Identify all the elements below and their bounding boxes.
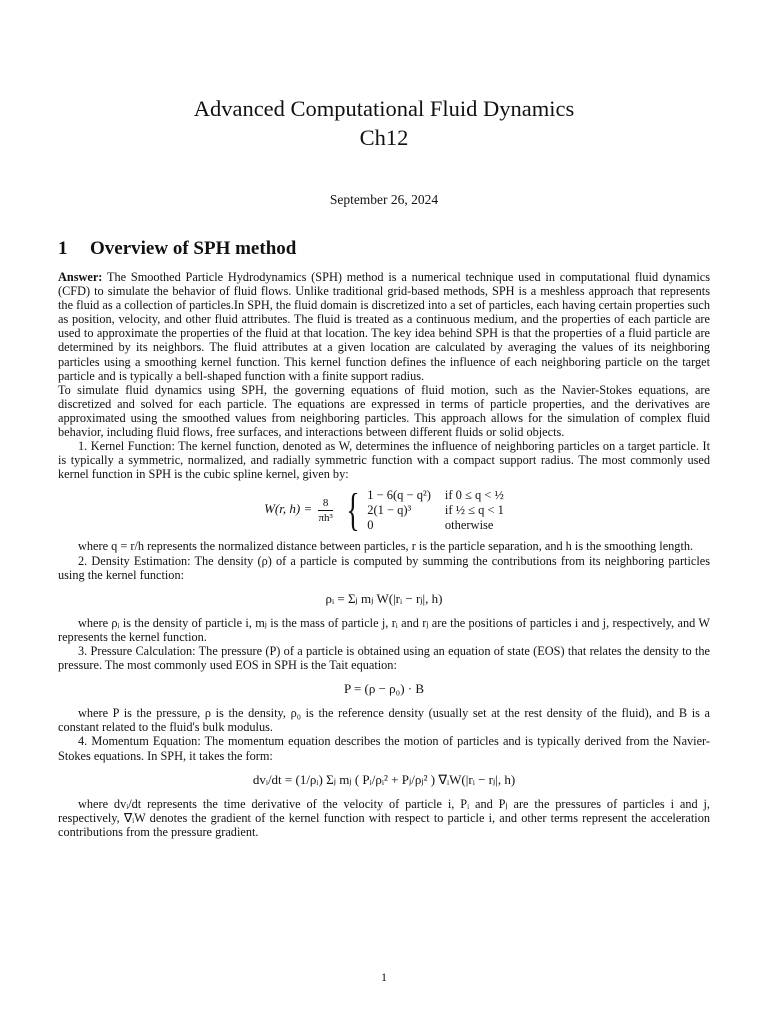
eq1-cond-1: if 0 ≤ q < ½	[444, 487, 504, 502]
title-line-1: Advanced Computational Fluid Dynamics	[193, 96, 575, 121]
paragraph-kernel-where: where q = r/h represents the normalized distance between particles, r is the particle separation, and h is the smoothing length.	[78, 539, 694, 554]
paragraph-density: 2. Density Estimation: The density (ρ) of a particle is computed by summing the contributions from its neighboring particles using the kernel function:	[58, 553, 710, 582]
section-number: 1	[58, 238, 68, 259]
paragraph-pressure-where: where P is the pressure, ρ is the density, ρ₀ is the reference density (usually set at the rest density of the fluid), and B is a constant related to the fluid's bulk modulus.	[58, 706, 710, 735]
paragraph-kernel: 1. Kernel Function: The kernel function, denoted as W, determines the influence of neighboring particles on a target particle. It is typically a symmetric, normalized, and radially symmetric function with a compact support radius. The most commonly used kernel function in SPH is the cubic spline kernel, given by:	[58, 439, 710, 482]
section-body	[58, 270, 710, 839]
eq1-case-2: 2(1 − q)³	[367, 502, 412, 517]
eq1-case-1: 1 − 6(q − q²)	[367, 487, 431, 502]
equation-density: ρᵢ = Σⱼ mⱼ W(|rᵢ − rⱼ|, h)	[325, 590, 443, 606]
paper-title	[0, 94, 768, 152]
equation-momentum: dvᵢ/dt = (1/ρᵢ) Σⱼ mⱼ ( Pᵢ/ρᵢ² + Pⱼ/ρⱼ² ) ∇ᵢW(|rᵢ − rⱼ|, h)	[252, 771, 516, 787]
answer-label: Answer:	[58, 270, 103, 284]
eq1-cases	[339, 484, 504, 536]
paper-date: September 26, 2024	[329, 192, 439, 207]
title-line-2: Ch12	[359, 125, 409, 150]
eq1-case-3: 0	[367, 517, 374, 532]
eq1-cond-2: if ½ ≤ q < 1	[444, 502, 504, 517]
paragraph-1-text: The Smoothed Particle Hydrodynamics (SPH) method is a numerical technique used in computational fluid dynamics (CFD) to simulate the behavior of fluid flows. Unlike traditional grid-based methods, SPH is a meshless approach that represents the fluid as a collection of particles.In SPH, the fluid domain is discretized into a set of particles, each having certain properties such as position, velocity, and other fluid attributes. The fluid is treated as a continuous medium, and the properties of each particle are used to approximate the properties of the fluid at that location. The key idea behind SPH is that the properties of a fluid particle are determined by its neighbors. The fluid attributes at a given location are calculated by averaging the values of its neighboring particles using a smoothing kernel function. This kernel function defines the influence of each neighboring particle on the target particle and is typically a bell-shaped function with a finite support radius.	[58, 270, 710, 383]
eq1-brace: {	[346, 484, 360, 536]
section-heading	[58, 238, 296, 260]
paragraph-density-where: where ρᵢ is the density of particle i, mⱼ is the mass of particle j, rᵢ and rⱼ are the positions of particles i and j, respectively, and W represents the kernel function.	[58, 615, 710, 644]
page-number: 1	[381, 970, 387, 984]
equation-pressure: P = (ρ − ρ₀) · B	[343, 681, 425, 697]
paragraph-2: To simulate fluid dynamics using SPH, the governing equations of fluid motion, such as the Navier-Stokes equations, are discretized and solved for each particle. The equations are expressed in terms of particle properties, and the derivatives are approximated using the smoothed values from neighboring particles. This approach allows for the simulation of complex fluid behavior, including fluid flows, free surfaces, and interactions between different fluids or solid objects.	[58, 382, 710, 440]
eq1-cond-3: otherwise	[444, 517, 494, 532]
section-title: Overview of SPH method	[90, 238, 297, 259]
eq1-lhs: W(r, h) =	[264, 501, 313, 517]
paragraph-intro	[58, 270, 710, 383]
paragraph-pressure: 3. Pressure Calculation: The pressure (P) of a particle is obtained using an equation of state (EOS) that relates the density to the pressure. The most commonly used EOS in SPH is the Tait equation:	[58, 643, 710, 673]
equation-kernel	[58, 484, 710, 536]
paragraph-momentum-where: where dvᵢ/dt represents the time derivative of the velocity of particle i, Pᵢ and Pⱼ are the pressures of particles i and j, respectively, ∇ᵢW denotes the gradient of the kernel function with respect to particle i, and other terms represent the acceleration contributions from the pressure gradient.	[58, 796, 710, 839]
eq1-coefficient: $\frac{8}{\text{πh³}}$	[318, 496, 333, 524]
paragraph-momentum: 4. Momentum Equation: The momentum equation describes the motion of particles and is typically derived from the Navier-Stokes equations. In SPH, it takes the form:	[58, 734, 710, 763]
